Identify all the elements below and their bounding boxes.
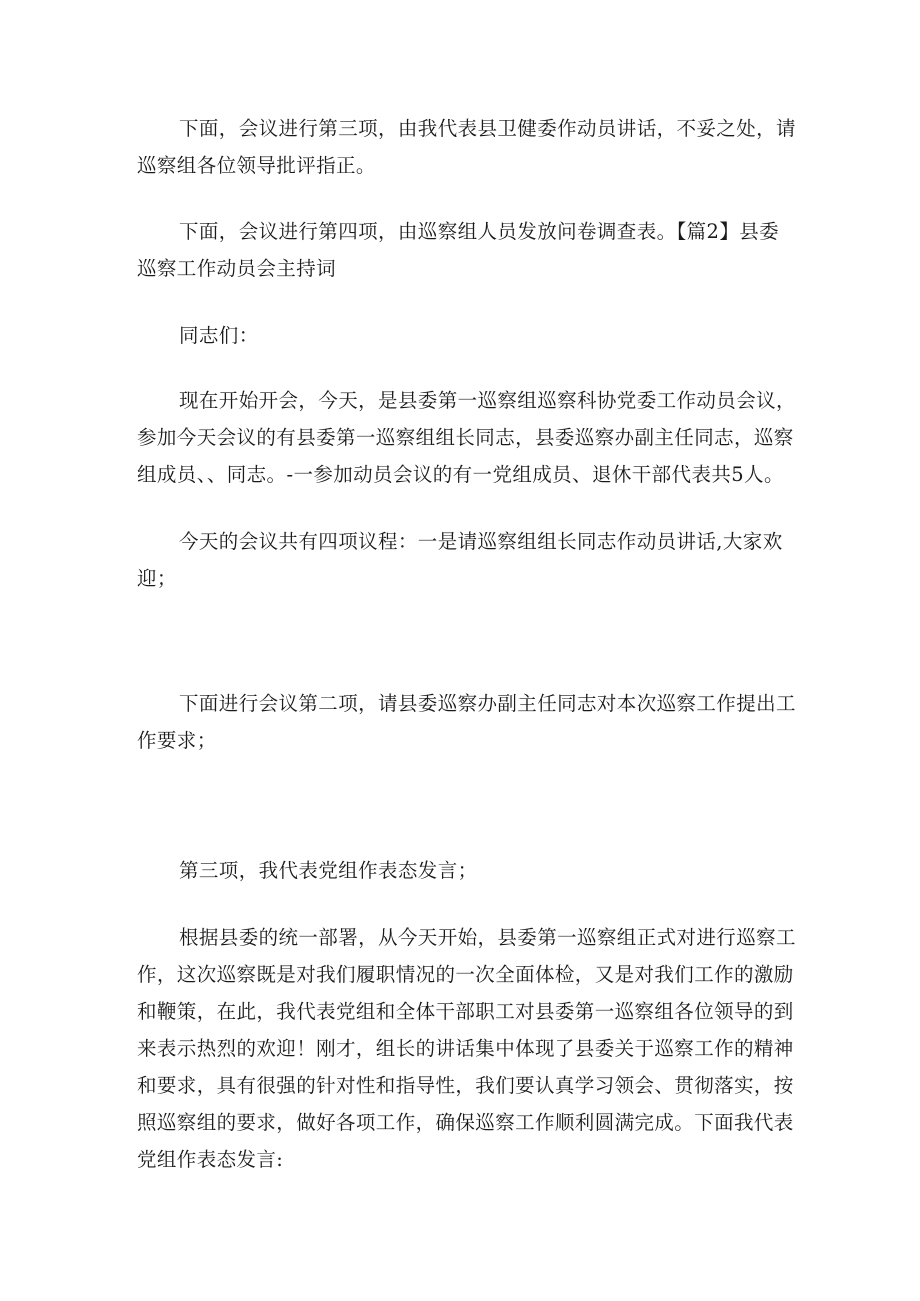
- paragraph-greeting: 同志们：: [179, 324, 259, 347]
- paragraph-second-item: 下面进行会议第二项，请县委巡察办副主任同志对本次巡察工作提出工作要求；: [137, 692, 796, 752]
- paragraph-statement-body: 根据县委的统一部署，从今天开始，县委第一巡察组正式对进行巡察工作，这次巡察既是对我们履职情况的一次全面体检，又是对我们工作的激励和鞭策，在此，我代表党组和全体干部职工对县委第一巡察组各位领导的到来表示热烈的欢迎！刚才，组长的讲话集中体现了县委关于巡察工作的精神和要求，具有很强的针对性和指导性，我们要认真学习领会、贯彻落实，按照巡察组的要求，做好各项工作，确保巡察工作顺利圆满完成。下面我代表党组作表态发言:: [137, 926, 796, 1171]
- paragraph-agenda: 今天的会议共有四项议程：一是请巡察组组长同志作动员讲话,大家欢迎；: [137, 530, 783, 590]
- paragraph-meeting-opening: 现在开始开会，今天，是县委第一巡察组巡察科协党委工作动员会议，参加今天会议的有县委第一巡察组组长同志，县委巡察办副主任同志，巡察组成员、、同志。-一参加动员会议的有一党组成员、退休干部代表共5人。: [137, 389, 796, 486]
- paragraph-third-item: 下面，会议进行第三项，由我代表县卫健委作动员讲话，不妥之处，请巡察组各位领导批评指正。: [137, 117, 796, 177]
- paragraph-third-item-statement: 第三项，我代表党组作表态发言；: [179, 859, 478, 882]
- paragraph-fourth-item: 下面，会议进行第四项，由巡察组人员发放问卷调查表。【篇2】县委巡察工作动员会主持词: [137, 220, 780, 280]
